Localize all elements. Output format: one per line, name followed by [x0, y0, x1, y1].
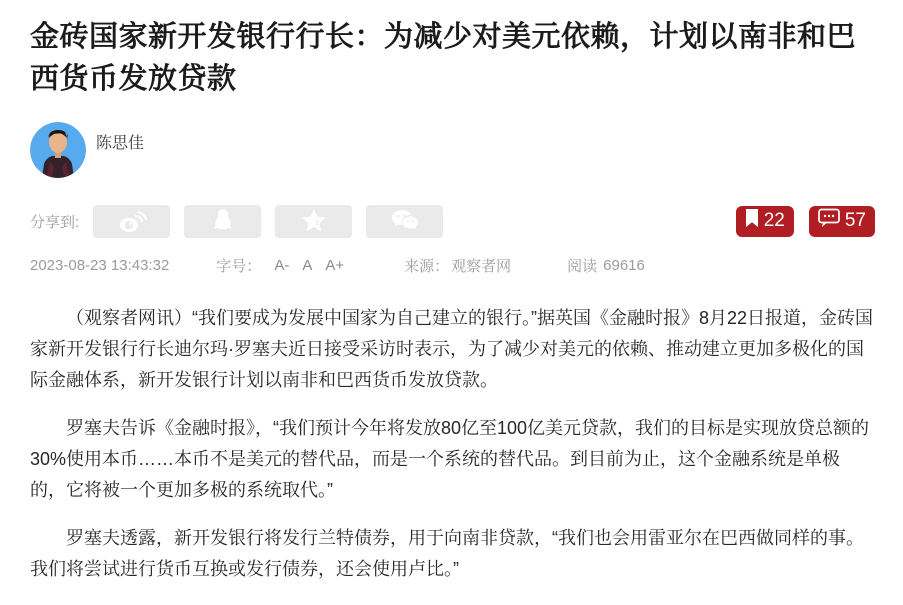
views-count: 69616 — [603, 257, 645, 274]
paragraph: （观察者网讯）“我们要成为发展中国家为自己建立的银行。”据英国《金融时报》8月22日报道，金砖国家新开发银行行长迪尔玛·罗塞夫近日接受采访时表示，为了减少对美元的依赖、推动建立更加多极化的国际金融体系，新开发银行计划以南非和巴西货币发放贷款。 — [30, 308, 874, 390]
source-label: 来源： — [404, 258, 450, 275]
comment-button[interactable] — [809, 206, 875, 237]
share-label: 分享到: — [30, 213, 80, 231]
comment-count: 57 — [844, 210, 866, 231]
views-label: 阅读 — [567, 258, 598, 275]
publish-datetime: 2023-08-23 13:43:32 — [30, 257, 170, 274]
share-weibo-button[interactable] — [93, 205, 170, 238]
avatar-photo — [30, 122, 86, 178]
author-avatar[interactable] — [30, 122, 86, 178]
qq-icon — [210, 207, 236, 235]
bookmark-button[interactable] — [736, 206, 794, 237]
comment-icon — [818, 208, 840, 234]
share-qzone-button[interactable] — [275, 205, 352, 238]
qzone-star-icon — [300, 207, 328, 235]
author-row — [30, 122, 875, 178]
meta-row — [30, 255, 875, 276]
bookmark-count: 22 — [763, 210, 785, 231]
fontsize-label: 字号： — [216, 258, 262, 275]
wechat-icon — [389, 208, 421, 235]
engagement-badges — [736, 206, 875, 237]
share-wechat-button[interactable] — [366, 205, 443, 238]
share-qq-button[interactable] — [184, 205, 261, 238]
font-normal-button[interactable]: A — [302, 257, 313, 274]
share-row — [30, 204, 875, 238]
paragraph: 罗塞夫透露，新开发银行将发行兰特债券，用于向南非贷款，“我们也会用雷亚尔在巴西做同样的事。我们将尝试进行货币互换或发行债券，还会使用卢比。” — [30, 528, 864, 579]
svg-text:z: z — [315, 218, 320, 227]
author-name[interactable]: 陈思佳 — [96, 135, 145, 152]
page-title: 金砖国家新开发银行行长：为减少对美元依赖，计划以南非和巴西货币发放贷款 — [30, 21, 857, 95]
article-body — [30, 303, 875, 585]
bookmark-icon — [745, 209, 759, 234]
weibo-icon — [117, 208, 147, 234]
font-smaller-button[interactable]: A- — [274, 257, 290, 274]
source-link[interactable]: 观察者网 — [451, 258, 512, 275]
font-larger-button[interactable]: A+ — [325, 257, 345, 274]
paragraph: 罗塞夫告诉《金融时报》，“我们预计今年将发放80亿至100亿美元贷款，我们的目标是实现放贷总额的30%使用本币……本币不是美元的替代品，而是一个系统的替代品。到目前为止，这个金融系统是单极的，它将被一个更加多极的系统取代。” — [30, 418, 870, 500]
